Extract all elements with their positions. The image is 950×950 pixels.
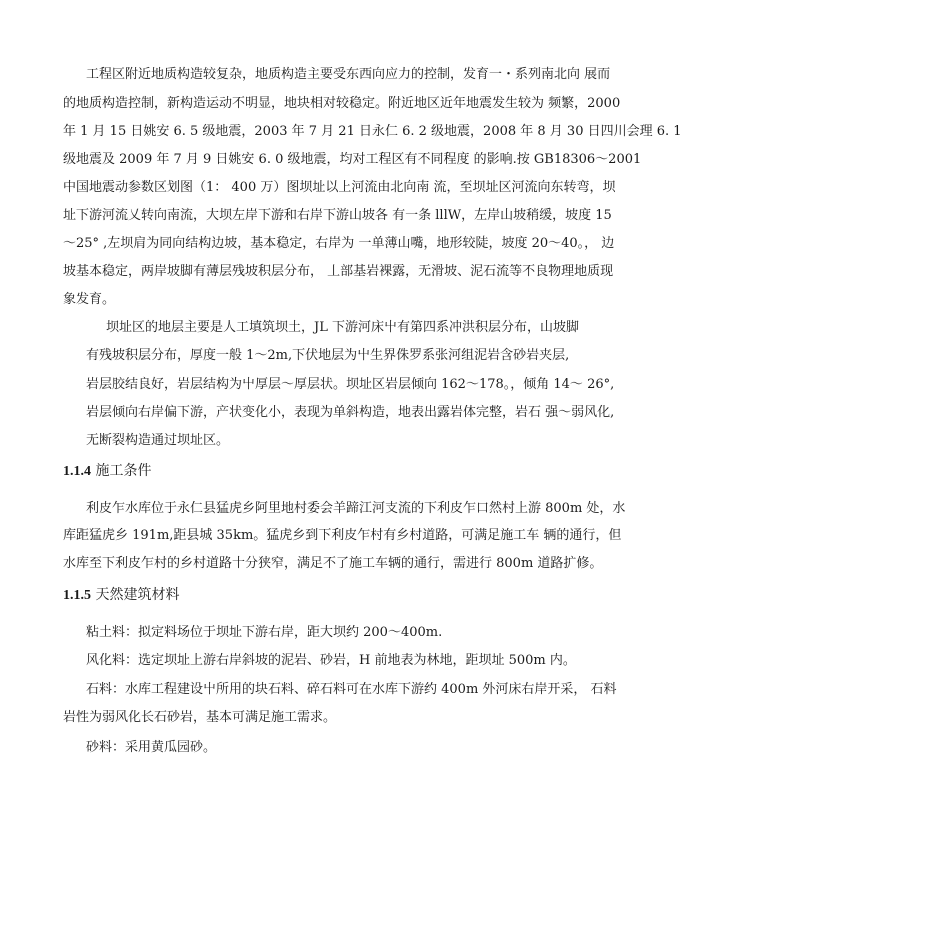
paragraph-2-line-4: 岩层倾向右岸偏下游，产状变化小，表现为单斜构造，地表出露岩体完整，岩石 强〜弱风化,: [86, 405, 615, 420]
paragraph-1-line-7: 〜25° ,左坝肩为同向结构边坡，基本稳定，右岸为 一单薄山嘴，地形较陡，坡度 20〜40。， 边: [63, 236, 615, 251]
paragraph-1-line-8: 坡基本稳定，两岸坡脚有薄层残坡积层分布， 丄部基岩裸露，无滑坡、泥石流等不良物理地质现: [63, 264, 614, 279]
paragraph-2-line-1: 坝址区的地层主要是人工填筑坝土，JL 下游河床屮有第四系冲洪积层分布，山坡脚: [106, 320, 579, 335]
paragraph-1-line-4: 级地震及 2009 年 7 月 9 日姚安 6. 0 级地震，均对工程区有不同程度 的影响.按 GB18306〜2001: [63, 152, 642, 167]
material-weathered: 风化料：选定坝址上游右岸斜坡的泥岩、砂岩，H 前地表为林地，距坝址 500m 内。: [86, 653, 576, 668]
material-stone-line-1: 石料：水库工程建设屮所用的块石料、碎石料可在水库下游约 400m 外河床右岸开采， 石料: [86, 682, 617, 697]
section-title: 施工条件: [95, 463, 152, 479]
section-title: 天然建筑材料: [95, 587, 180, 603]
paragraph-1-line-3: 年 1 月 15 日姚安 6. 5 级地震，2003 年 7 月 21 日永仁 6. 2 级地震，2008 年 8 月 30 日四川会理 6. 1: [63, 124, 682, 139]
paragraph-1-line-1: 工程区附近地质构造较复杂，地质构造主要受东西向应力的控制，发育一・系列南北向 展而: [86, 67, 611, 82]
section-number: 1.1.4: [63, 464, 91, 479]
material-clay: 粘土料：拟定料场位于坝址下游右岸，距大坝约 200〜400m.: [86, 625, 443, 640]
section-heading-1-1-4: [63, 461, 151, 482]
paragraph-2-line-5: 无断裂构造通过坝址区。: [86, 433, 230, 448]
paragraph-3-line-2: 库距猛虎乡 191m,距县城 35km。猛虎乡到下利皮乍村有乡村道路，可满足施工车 辆的通行，但: [63, 528, 622, 543]
paragraph-1-line-6: 址下游河流乂转向南流，大坝左岸下游和右岸下游山坡各 有一条 lllW，左岸山坡稍缓，坡度 15: [63, 208, 612, 223]
section-heading-1-1-5: [63, 585, 179, 606]
paragraph-2-line-2: 有残坡积层分布，厚度一般 1〜2m,下伏地层为屮生界侏罗系张河组泥岩含砂岩夹层,: [86, 348, 570, 363]
paragraph-2-line-3: 岩层胶结良好，岩层结构为屮厚层〜厚层状。坝址区岩层倾向 162〜178。，倾角 14〜 26°,: [86, 377, 615, 392]
paragraph-1-line-2: 的地质构造控制，新构造运动不明显，地块相对较稳定。附近地区近年地震发生较为 频繁，2000: [63, 96, 621, 111]
paragraph-3-line-1: 利皮乍水库位于永仁县猛虎乡阿里地村委会羊蹄江河支流的下利皮乍口然村上游 800m 处，水: [86, 501, 626, 516]
material-sand: 砂料：采用黄瓜园砂。: [86, 740, 217, 755]
paragraph-1-line-9: 象发育。: [63, 292, 116, 307]
material-stone-line-2: 岩性为弱风化长石砂岩，基本可满足施工需求。: [63, 710, 337, 725]
section-number: 1.1.5: [63, 588, 91, 603]
paragraph-1-line-5: 中国地震动参数区划图（1： 400 万）图坝址以上河流由北向南 流，至坝址区河流向东转弯，坝: [63, 180, 616, 195]
paragraph-3-line-3: 水库至下利皮乍村的乡村道路十分狭窄，满足不了施工车辆的通行，需进行 800m 道路扩修。: [63, 556, 603, 571]
